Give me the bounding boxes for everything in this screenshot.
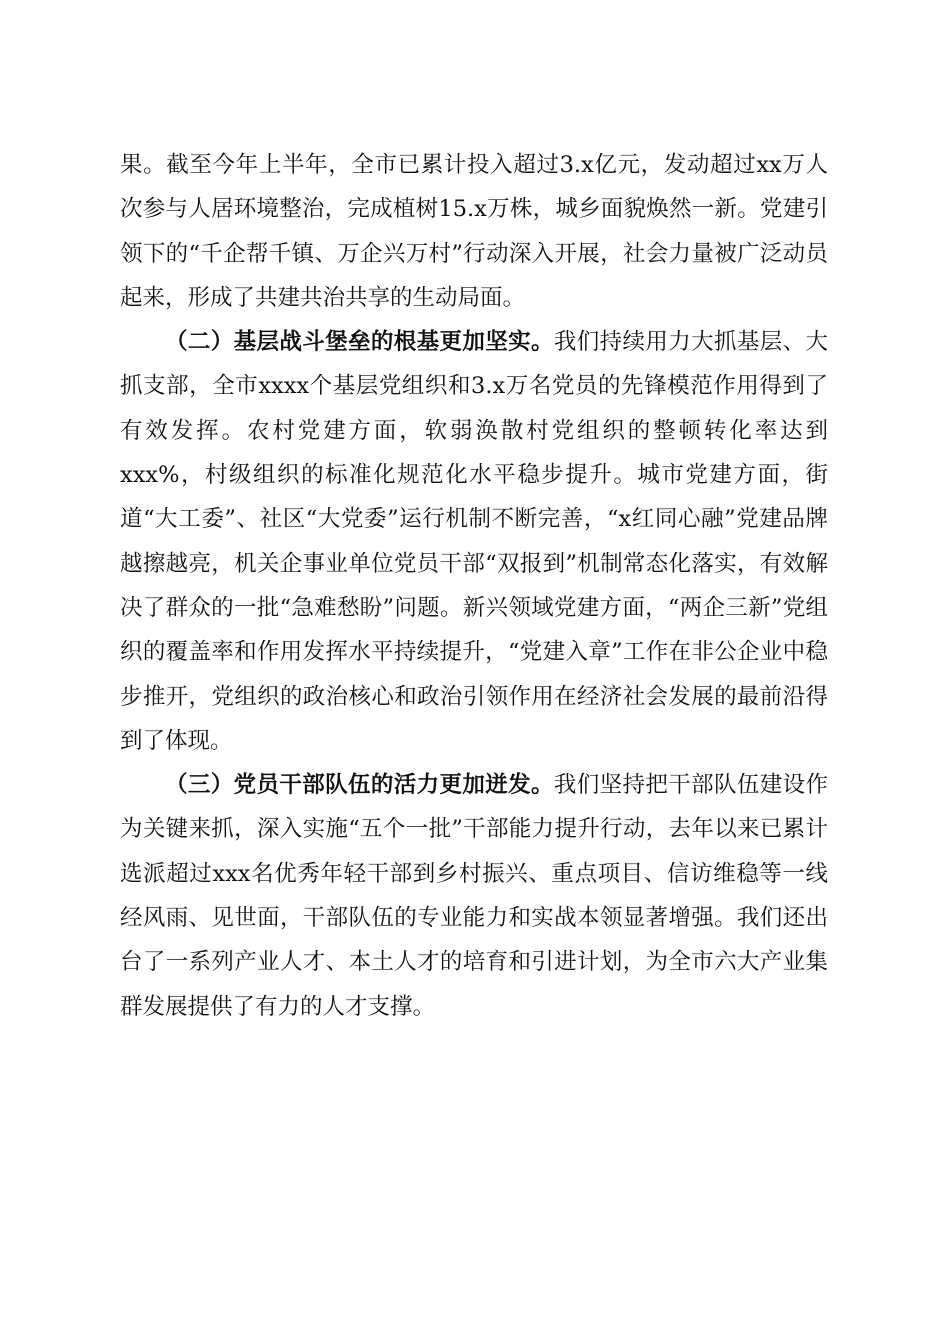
section-heading: （二）基层战斗堡垒的根基更加坚实。	[165, 329, 554, 356]
paragraph-continuation	[120, 143, 828, 320]
section-heading: （三）党员干部队伍的活力更加迸发。	[165, 772, 554, 799]
paragraph-text: 我们持续用力大抓基层、大抓支部，全市xxxx个基层党组织和3.x万名党员的先锋模范作用得到了有效发挥。农村党建方面，软弱涣散村党组织的整顿转化率达到xxx%，村级组织的标准化规范化水平稳步提升。城市党建方面，街道“大工委”、社区“大党委”运行机制不断完善，“x红同心融”党建品牌越擦越亮，机关企事业单位党员干部“双报到”机制常态化落实，有效解决了群众的一批“急难愁盼”问题。新兴领域党建方面，“两企三新”党组织的覆盖率和作用发挥水平持续提升，“党建入章”工作在非公企业中稳步推开，党组织的政治核心和政治引领作用在经济社会发展的最前沿得到了体现。	[120, 329, 828, 754]
paragraph-text: 我们坚持把干部队伍建设作为关键来抓，深入实施“五个一批”干部能力提升行动，去年以来已累计选派超过xxx名优秀年轻干部到乡村振兴、重点项目、信访维稳等一线经风雨、见世面，干部队伍的专业能力和实战本领显著增强。我们还出台了一系列产业人才、本土人才的培育和引进计划，为全市六大产业集群发展提供了有力的人才支撑。	[120, 772, 828, 1020]
paragraph-text: 果。截至今年上半年，全市已累计投入超过3.x亿元，发动超过xx万人次参与人居环境整治，完成植树15.x万株，城乡面貌焕然一新。党建引领下的“千企帮千镇、万企兴万村”行动深入开展，社会力量被广泛动员起来，形成了共建共治共享的生动局面。	[120, 152, 828, 311]
document-body	[120, 143, 828, 1029]
paragraph-section-2	[120, 320, 828, 763]
paragraph-section-3	[120, 763, 828, 1029]
